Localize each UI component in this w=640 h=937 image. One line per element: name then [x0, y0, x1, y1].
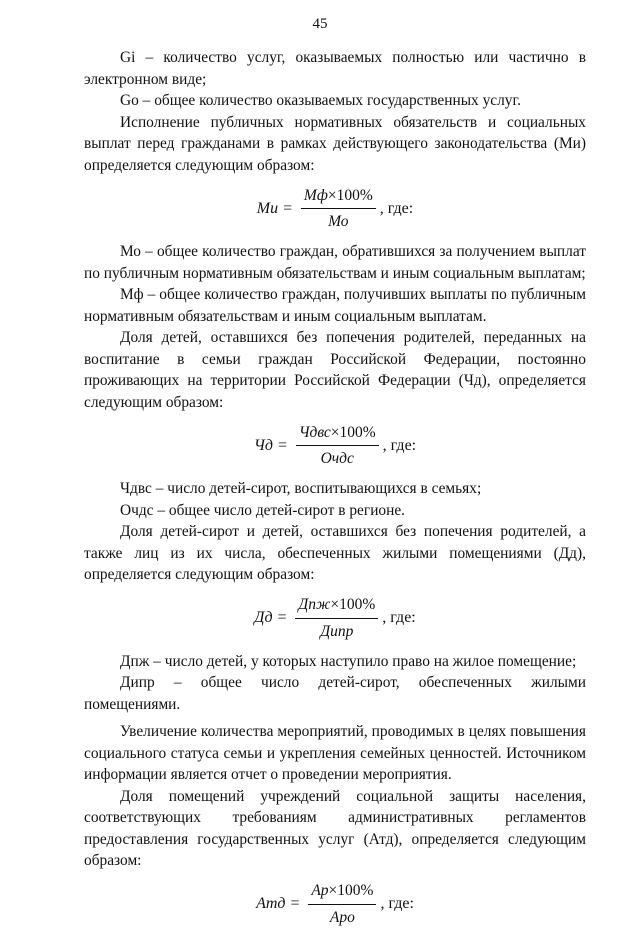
- formula-mi: [84, 176, 586, 241]
- paragraph-dpzh-definition: Дпж – число детей, у которых наступило право на жилое помещение;: [120, 652, 577, 670]
- formula-fraction: [296, 422, 379, 470]
- paragraph-ochds-definition: Очдс – общее число детей-сирот в регионе.: [120, 501, 406, 519]
- page-number: 45: [312, 16, 328, 32]
- formula-numerator-variable: Ар: [311, 882, 329, 899]
- formula-chd: [84, 413, 586, 478]
- formula-fraction: [308, 880, 376, 928]
- formula-denominator: Мо: [328, 213, 349, 230]
- formula-suffix: , где:: [382, 609, 416, 627]
- formula-denominator: Дипр: [320, 622, 354, 640]
- formula-atd: [84, 872, 586, 937]
- paragraph-mf-definition: Мф – общее количество граждан, получивших выплаты по публичным нормативным обязательствам и иным социальным выплатам.: [84, 286, 586, 325]
- formula-numerator-operator: ×100%: [330, 423, 376, 441]
- paragraph-gi-definition: Gi – количество услуг, оказываемых полностью или частично в электронном виде;: [84, 49, 586, 88]
- formula-numerator-variable: Мф: [303, 186, 328, 204]
- formula-suffix: , где:: [380, 895, 414, 913]
- formula-lhs: Атд =: [256, 895, 301, 913]
- formula-numerator: [308, 880, 376, 905]
- formula-numerator: [295, 594, 378, 619]
- page-content: [84, 47, 586, 937]
- formula-dd: [84, 586, 586, 651]
- formula-numerator: [301, 185, 376, 210]
- formula-fraction: [295, 594, 378, 642]
- formula-suffix: , где:: [379, 199, 414, 217]
- formula-lhs: Чд =: [253, 436, 288, 454]
- formula-lhs: Дд =: [254, 609, 288, 627]
- formula-denominator: Аро: [329, 908, 355, 926]
- formula-numerator: [296, 422, 379, 447]
- formula-numerator-variable: Чдвс: [298, 423, 331, 441]
- formula-denominator: Очдс: [320, 450, 354, 467]
- paragraph-mo-definition: Мо – общее количество граждан, обратившихся за получением выплат по публичным нормативным обязательствам и иным социальным выплатам;: [84, 243, 586, 282]
- formula-numerator-operator: ×100%: [330, 596, 376, 613]
- formula-numerator-operator: ×100%: [328, 882, 374, 899]
- paragraph-dipr-definition: Дипр – общее число детей-сирот, обеспеченных жилыми помещениями.: [84, 674, 586, 713]
- paragraph-mi-intro: Исполнение публичных нормативных обязательств и социальных выплат перед гражданами в рамках действующего законодательства (Ми) определяется следующим образом:: [84, 113, 586, 174]
- paragraph-go-definition: Go – общее количество оказываемых государственных услуг.: [120, 92, 521, 109]
- formula-numerator-operator: ×100%: [327, 186, 373, 204]
- paragraph-chdvs-definition: Чдвс – число детей-сирот, воспитывающихся в семьях;: [120, 480, 482, 497]
- paragraph-events-indicator: Увеличение количества мероприятий, проводимых в целях повышения социального статуса семьи и укрепления семейных ценностей. Источником информации является отчет о проведении мероприятия.: [84, 723, 586, 783]
- formula-numerator-variable: Дпж: [298, 596, 331, 613]
- paragraph-atd-intro: Доля помещений учреждений социальной защиты населения, соответствующих требованиям административных регламентов предоставления государственных услуг (Атд), определяется следующим образом:: [84, 787, 586, 869]
- paragraph-dd-intro: Доля детей-сирот и детей, оставшихся без попечения родителей, а также лиц из их числа, обеспеченных жилыми помещениями (Дд), определяется следующим образом:: [84, 523, 586, 583]
- formula-fraction: [301, 185, 376, 233]
- formula-lhs: Ми =: [256, 199, 293, 217]
- formula-suffix: , где:: [382, 436, 417, 454]
- paragraph-chd-intro: Доля детей, оставшихся без попечения родителей, переданных на воспитание в семьи граждан Российской Федерации, постоянно проживающих на территории Российской Федерации (Чд), определяется следующим образом:: [84, 329, 586, 411]
